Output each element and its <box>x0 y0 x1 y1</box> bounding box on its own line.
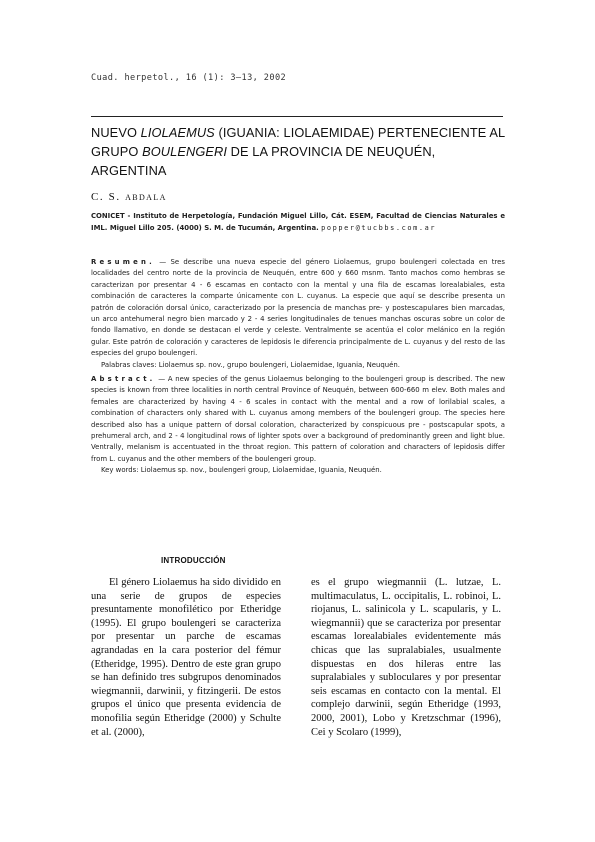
abstract-body: — A new species of the genus Liolaemus belonging to the boulengeri group is described. The new species is known from three localities in north central Province of Neuquén, between 600-660 m elev. Both males and females are characterized by having 4 - 6 scales in contact with the mental and a row of lorilabial scales, a combination of characters only shared with L. cuyanus among members of the boulengeri group. The species here described also has a unique pattern of dorsal coloration, characterized by conspicuous pre - postscapular spots, a prehumeral arch, and 2 - 4 longitudinal rows of lighter spots over a background of predominantly green and light blue. Ventrally, melanism is accentuated in the throat region. This pattern of coloration and characters of lepidosis differ from L. cuyanus and the other members of the boulengeri group. <box>91 375 505 463</box>
resumen-block <box>91 257 505 371</box>
title-line1-b: (IGUANIA: LIOLAEMIDAE) PERTENECIENTE AL <box>214 125 506 140</box>
affiliation-text: CONICET - Instituto de Herpetología, Fundación Miguel Lillo, Cát. ESEM, Facultad de Ciencias Naturales e IML. Miguel Lillo 205. (4000) S. M. de Tucumán, Argentina. <box>91 212 505 232</box>
article-title <box>91 123 511 180</box>
title-line1-italic: LIOLAEMUS <box>140 125 215 140</box>
author-name <box>91 191 167 203</box>
title-line2-a: GRUPO <box>91 144 143 159</box>
author-affiliation <box>91 211 505 234</box>
abstract-block <box>91 374 505 477</box>
resumen-heading: Resumen. <box>91 258 155 266</box>
author-surname: ABDALA <box>125 193 167 202</box>
author-initials: C. S. <box>91 191 126 203</box>
title-rule <box>91 116 503 117</box>
abstract-heading: Abstract. <box>91 375 156 383</box>
body-column-right <box>311 576 501 739</box>
resumen-body: — Se describe una nueva especie del género Liolaemus, grupo boulengeri colectada en tres localidades del centro norte de la provincia de Neuquén, entre 600 y 660 msnm. Tanto machos como hembras se caracterizan por presentar 4 - 6 escamas en contacto con la mental y una fila de escamas lorealabiales, esta combinación de caracteres la comparte únicamente con L. cuyanus. La especie que aquí se describe presenta un patrón de coloración dorsal único, caracterizado por la presencia de manchas pre- y postescapulares bien marcadas, un arco antehumeral negro bien marcado y 2 - 4 series longitudinales de tenues manchas oscuras sobre un color de fondo llamativo, en donde se destacan el verde y celeste. Ventralmente se acentúa el color melánico en la región gular. Este patrón de coloración y caracteres de lepidosis le diferencia principalmente de L. cuyanus y del resto de las especies del grupo boulengeri. <box>91 258 505 358</box>
section-heading-introduccion: INTRODUCCIÓN <box>161 556 226 565</box>
affiliation-email: popper@tucbbs.com.ar <box>321 223 437 232</box>
title-line2-b: DE LA PROVINCIA DE NEUQUÉN, ARGENTINA <box>91 144 436 178</box>
intro-paragraph-right: es el grupo wiegmannii (L. lutzae, L. multimaculatus, L. occipitalis, L. robinoi, L. riojanus, L. salinicola y L. scapularis, y L. wiegmannii) que se caracteriza por presentar escamas lorealabiales evidentemente más chicas que las supralabiales, usualmente dispuestas en dos hileras entre las supralabiales y subloculares y por presentar seis escamas en contacto con la mental. El complejo darwinii, según Etheridge (1993, 2000, 2001), Lobo y Kretzschmar (1996), Cei y Scolaro (1999), <box>311 577 501 738</box>
intro-paragraph-left: El género Liolaemus ha sido dividido en una serie de grupos de especies presuntamente monofilético por Etheridge (1995). El grupo boulengeri se caracteriza por presentar un parche de escamas agrandadas en la cara posterior del fémur (Etheridge, 1995). Dentro de este gran grupo se han definido tres subgrupos denominados wiegmannii, darwinii, y fitzingerii. De estos grupos el único que presenta evidencia de monofilia según Etheridge (2000) y Schulte et al. (2000), <box>91 577 281 738</box>
title-line1-a: NUEVO <box>91 125 141 140</box>
body-column-left <box>91 576 281 739</box>
title-line2-italic: BOULENGERI <box>142 144 228 159</box>
abstract-keywords: Key words: Liolaemus sp. nov., boulengeri group, Liolaemidae, Iguania, Neuquén. <box>101 466 382 475</box>
journal-citation: Cuad. herpetol., 16 (1): 3–13, 2002 <box>91 73 287 83</box>
resumen-keywords: Palabras claves: Liolaemus sp. nov., grupo boulengeri, Liolaemidae, Iguania, Neuquén. <box>101 360 400 369</box>
